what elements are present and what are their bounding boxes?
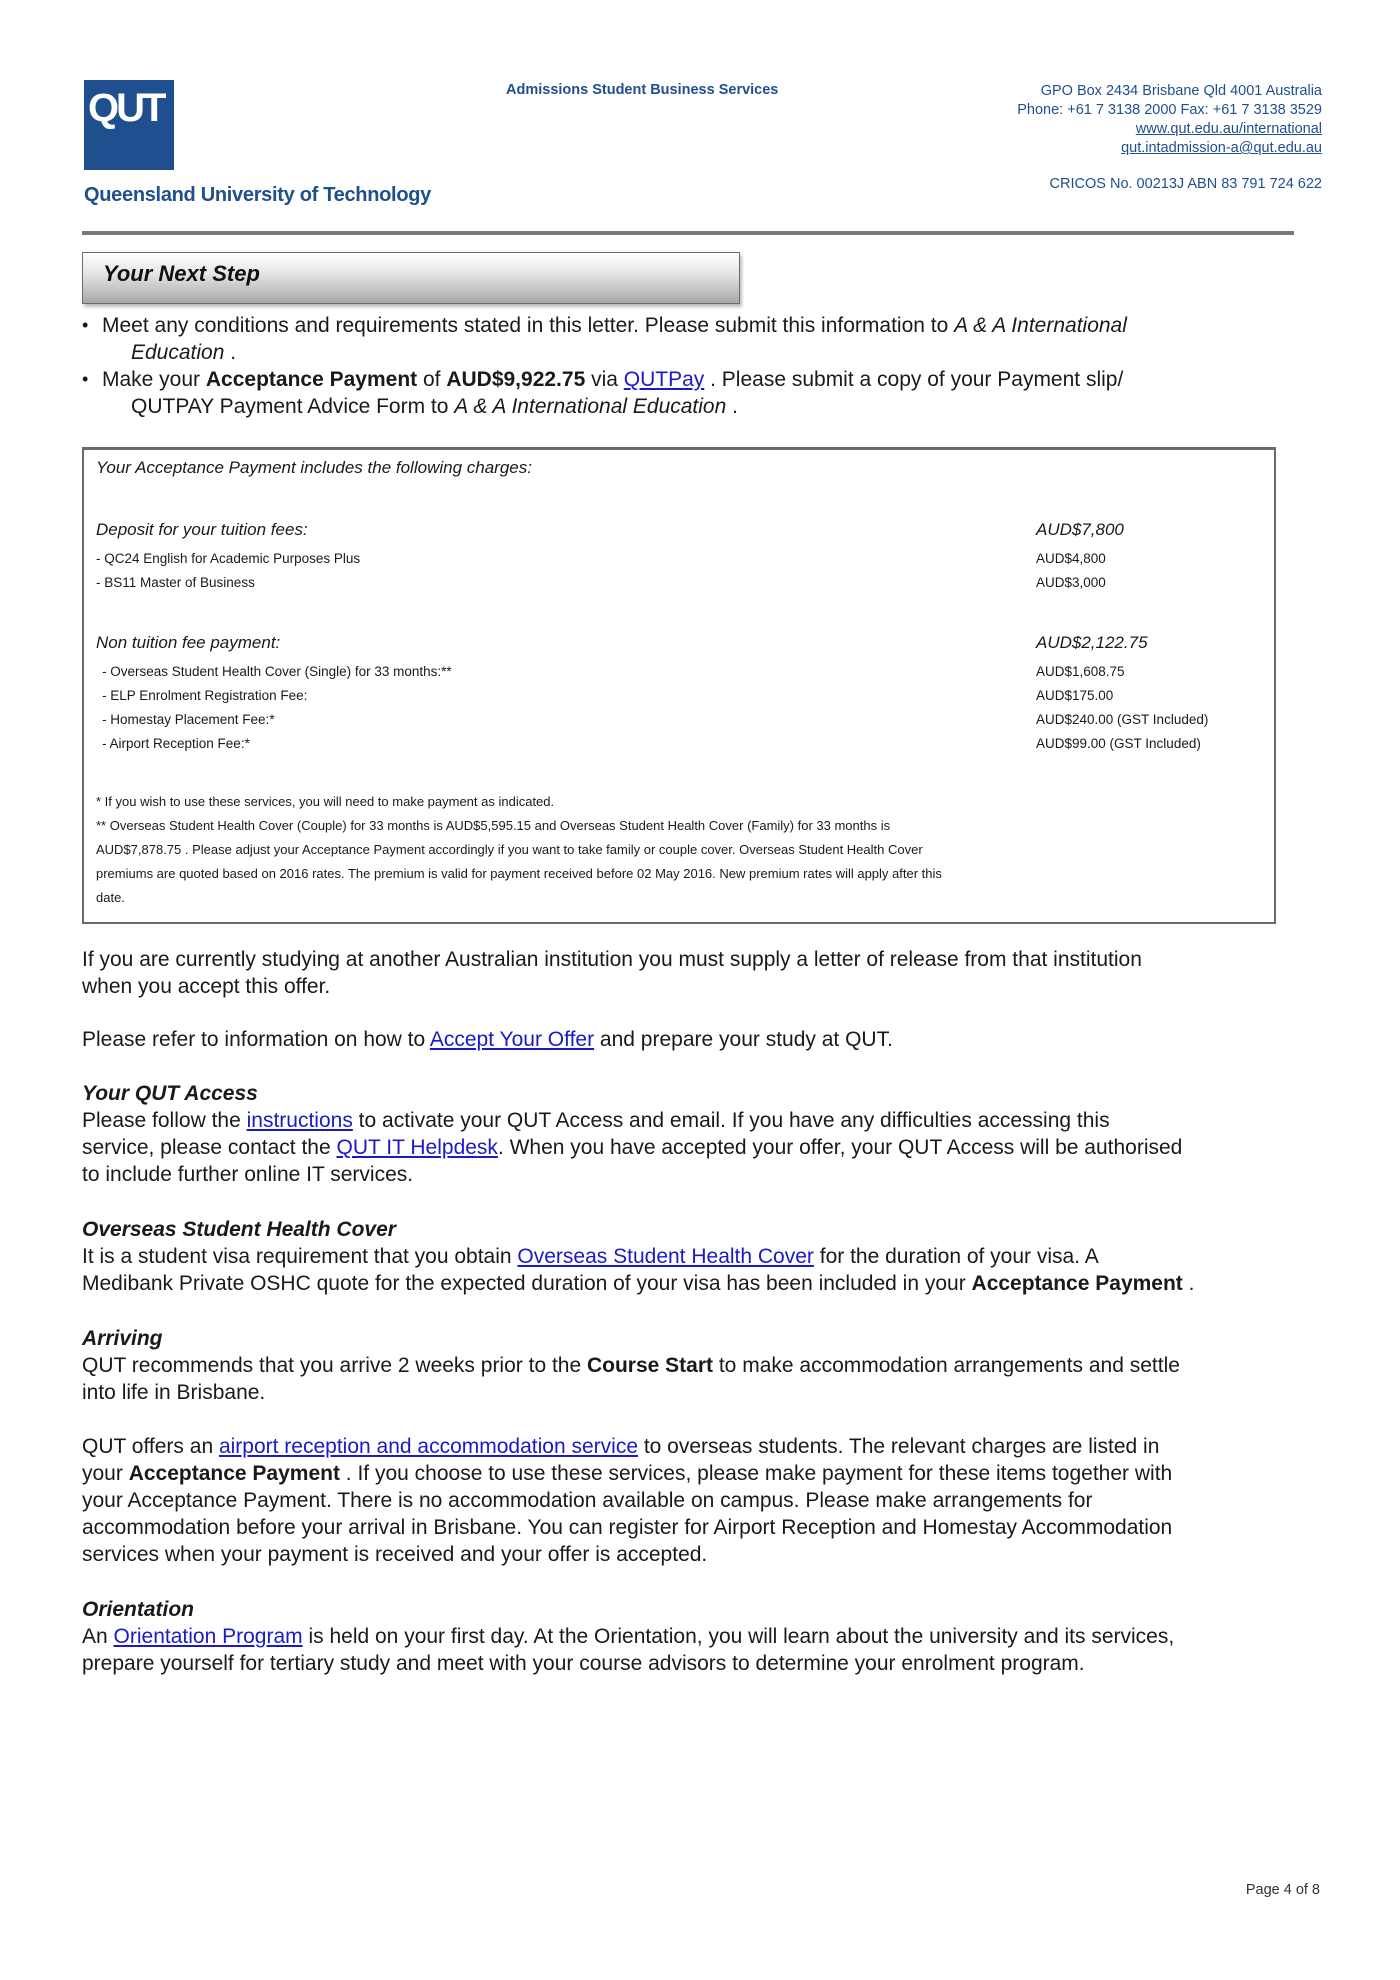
website-link[interactable]: www.qut.edu.au/international bbox=[1135, 121, 1322, 137]
instructions-link[interactable]: instructions bbox=[246, 1109, 353, 1132]
arriving-section: Arriving QUT recommends that you arrive 2 weeks prior to the Course Start to make accommodation arrangements and settle into life in Brisbane. bbox=[82, 1325, 1332, 1406]
bullet-payment: • Make your Acceptance Payment of AUD$9,922.75 via QUTPay . Please submit a copy of your Payment slip/ QUTPAY Payment Advice Form to A & A International Education . bbox=[82, 366, 1322, 420]
non-tuition-item-amount: AUD$1,608.75 bbox=[1036, 664, 1125, 679]
contact-block bbox=[1017, 82, 1322, 158]
orientation-program-link[interactable]: Orientation Program bbox=[113, 1625, 303, 1648]
footnote: premiums are quoted based on 2016 rates. The premium is valid for payment received before 02 May 2016. New premium rates will apply after this bbox=[96, 866, 942, 881]
non-tuition-item: - Overseas Student Health Cover (Single) for 33 months:** bbox=[102, 664, 452, 679]
next-step-banner bbox=[82, 252, 740, 304]
email-link[interactable]: qut.intadmission-a@qut.edu.au bbox=[1121, 140, 1322, 156]
tuition-item-amount: AUD$3,000 bbox=[1036, 575, 1106, 590]
postal-address: GPO Box 2434 Brisbane Qld 4001 Australia bbox=[1040, 83, 1322, 99]
accept-offer-paragraph: Please refer to information on how to Accept Your Offer and prepare your study at QUT. bbox=[82, 1028, 893, 1051]
tuition-total: AUD$7,800 bbox=[1036, 520, 1124, 539]
oshc-heading: Overseas Student Health Cover bbox=[82, 1218, 396, 1241]
non-tuition-item: - Homestay Placement Fee:* bbox=[102, 712, 275, 727]
phone-fax: Phone: +61 7 3138 2000 Fax: +61 7 3138 3529 bbox=[1017, 102, 1322, 118]
qutpay-link[interactable]: QUTPay bbox=[623, 368, 705, 391]
qut-logo bbox=[84, 80, 174, 170]
logo-text: QUT bbox=[88, 86, 164, 130]
tuition-item: - BS11 Master of Business bbox=[96, 575, 255, 590]
acceptance-amount: AUD$9,922.75 bbox=[446, 368, 586, 391]
tuition-item: - QC24 English for Academic Purposes Plus bbox=[96, 551, 361, 566]
non-tuition-item: - Airport Reception Fee:* bbox=[102, 736, 250, 751]
tuition-item-amount: AUD$4,800 bbox=[1036, 551, 1106, 566]
orientation-heading: Orientation bbox=[82, 1598, 195, 1621]
qut-access-section: Your QUT Access Please follow the instructions to activate your QUT Access and email. If you have any difficulties accessing this service, please contact the QUT IT Helpdesk. When you have accepted your offer, your QUT Access will be authorised to include further online IT services. bbox=[82, 1080, 1332, 1188]
it-helpdesk-link[interactable]: QUT IT Helpdesk bbox=[336, 1136, 498, 1159]
non-tuition-item: - ELP Enrolment Registration Fee: bbox=[102, 688, 308, 703]
next-step-list bbox=[82, 312, 1322, 420]
release-paragraph: If you are currently studying at another Australian institution you must supply a letter of release from that institution when you accept this offer. bbox=[82, 948, 1142, 998]
airport-accommodation-link[interactable]: airport reception and accommodation service bbox=[218, 1435, 638, 1458]
oshc-section: Overseas Student Health Cover It is a student visa requirement that you obtain Overseas Student Health Cover for the duration of your visa. A Medibank Private OSHC quote for the expected duration of your visa has been included in your Acceptance Payment . bbox=[82, 1216, 1332, 1297]
charges-box bbox=[82, 447, 1276, 924]
non-tuition-item-amount: AUD$175.00 bbox=[1036, 688, 1114, 703]
cricos-abn: CRICOS No. 00213J ABN 83 791 724 622 bbox=[1049, 176, 1322, 192]
page-number: Page 4 of 8 bbox=[1245, 1882, 1320, 1898]
airport-paragraph: QUT offers an airport reception and accommodation service to overseas students. The relevant charges are listed in your Acceptance Payment . If you choose to use these services, please make payment for these items together with your Acceptance Payment. There is no accommodation available on campus. Please make arrangements for accommodation before your arrival in Brisbane. You can register for Airport Reception and Homestay Accommodation services when your payment is received and your offer is accepted. bbox=[82, 1435, 1173, 1566]
footnote: * If you wish to use these services, you will need to make payment as indicated. bbox=[96, 794, 555, 809]
arriving-heading: Arriving bbox=[82, 1327, 163, 1350]
tuition-heading: Deposit for your tuition fees: bbox=[96, 520, 308, 539]
bullet-conditions: • Meet any conditions and requirements stated in this letter. Please submit this information to A & A International Education . bbox=[82, 312, 1322, 366]
charges-title: Your Acceptance Payment includes the following charges: bbox=[96, 458, 532, 477]
footnote: ** Overseas Student Health Cover (Couple) for 33 months is AUD$5,595.15 and Overseas Student Health Cover (Family) for 33 months is bbox=[96, 818, 891, 833]
footnote: AUD$7,878.75 . Please adjust your Acceptance Payment accordingly if you want to take family or couple cover. Overseas Student Health Cover bbox=[96, 842, 923, 857]
non-tuition-item-amount: AUD$240.00 (GST Included) bbox=[1036, 712, 1209, 727]
non-tuition-item-amount: AUD$99.00 (GST Included) bbox=[1036, 736, 1201, 751]
charges-footnotes bbox=[96, 790, 1036, 910]
department-name: Admissions Student Business Services bbox=[506, 82, 779, 98]
non-tuition-total: AUD$2,122.75 bbox=[1036, 633, 1148, 652]
non-tuition-heading: Non tuition fee payment: bbox=[96, 633, 281, 652]
accept-your-offer-link[interactable]: Accept Your Offer bbox=[429, 1028, 595, 1051]
university-name: Queensland University of Technology bbox=[84, 184, 431, 206]
next-step-title: Your Next Step bbox=[103, 261, 260, 286]
oshc-link[interactable]: Overseas Student Health Cover bbox=[517, 1245, 814, 1268]
header-divider bbox=[82, 231, 1294, 235]
orientation-section: Orientation An Orientation Program is held on your first day. At the Orientation, you will learn about the university and its services, prepare yourself for tertiary study and meet with your course advisors to determine your enrolment program. bbox=[82, 1596, 1332, 1677]
footnote: date. bbox=[96, 890, 125, 905]
qut-access-heading: Your QUT Access bbox=[82, 1082, 258, 1105]
